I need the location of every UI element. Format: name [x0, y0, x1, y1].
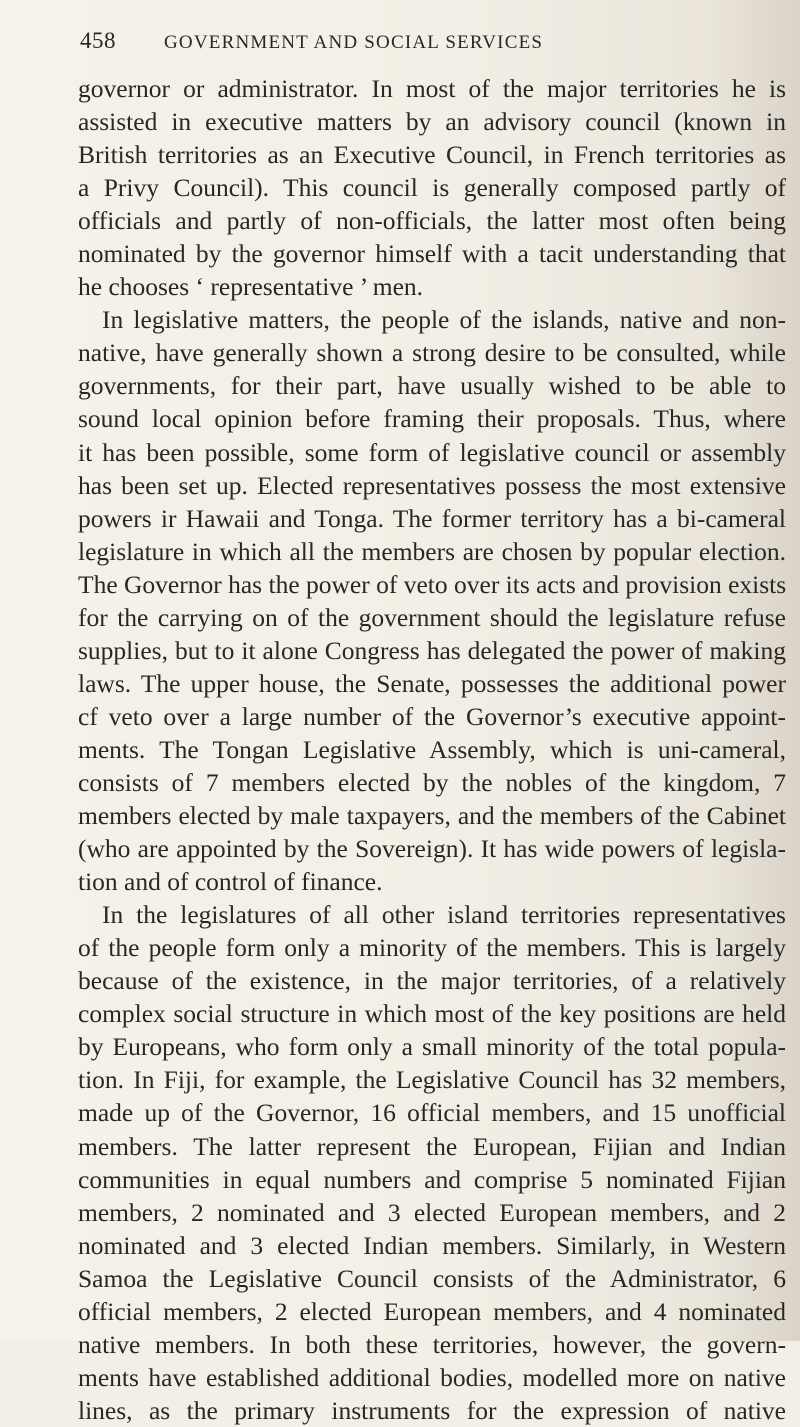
- text-line: by Europeans, who form only a small minority of the total popula-: [78, 1032, 786, 1062]
- text-line: because of the existence, in the major territories, of a relatively: [78, 966, 786, 996]
- text-line: members elected by male taxpayers, and the members of the Cabinet: [78, 801, 786, 831]
- text-line: ments have established additional bodies, modelled more on native: [78, 1362, 786, 1392]
- text-line: In legislative matters, the people of the islands, native and non-: [102, 305, 786, 335]
- text-line: native, have generally shown a strong desire to be consulted, while: [78, 338, 786, 368]
- text-line: has been set up. Elected representatives possess the most extensive: [78, 470, 786, 500]
- text-line: ments. The Tongan Legislative Assembly, which is uni-cameral,: [78, 734, 786, 764]
- text-line: for the carrying on of the government should the legislature refuse: [78, 602, 786, 632]
- page-number: 458: [80, 28, 116, 53]
- page-header: [80, 28, 780, 68]
- text-line: officials and partly of non-officials, the latter most often being: [78, 206, 786, 236]
- text-line: complex social structure in which most of the key positions are held: [78, 999, 786, 1029]
- running-head: GOVERNMENT AND SOCIAL SERVICES: [164, 32, 544, 53]
- text-line: made up of the Governor, 16 official members, and 15 unofficial: [78, 1098, 786, 1128]
- text-line: native members. In both these territories, however, the govern-: [78, 1329, 786, 1359]
- text-line: supplies, but to it alone Congress has delegated the power of making: [78, 635, 786, 665]
- text-line: (who are appointed by the Sovereign). It has wide powers of legisla-: [78, 834, 786, 864]
- body-text: [78, 72, 786, 1427]
- text-line: of the people form only a minority of the members. This is largely: [78, 933, 786, 963]
- text-line: powers ir Hawaii and Tonga. The former territory has a bi-cameral: [78, 503, 786, 533]
- text-line: tion and of control of finance.: [78, 867, 383, 897]
- text-line: it has been possible, some form of legislative council or assembly: [78, 437, 786, 467]
- text-line: laws. The upper house, the Senate, possesses the additional power: [78, 668, 786, 698]
- text-line: tion. In Fiji, for example, the Legislative Council has 32 members,: [78, 1065, 786, 1095]
- text-line: cf veto over a large number of the Governor’s executive appoint-: [78, 701, 786, 731]
- text-line: assisted in executive matters by an advisory council (known in: [78, 107, 786, 137]
- text-line: lines, as the primary instruments for the expression of native: [78, 1395, 786, 1425]
- text-line: official members, 2 elected European members, and 4 nominated: [78, 1296, 786, 1326]
- text-line: In the legislatures of all other island territories representatives: [102, 900, 786, 930]
- text-line: members. The latter represent the European, Fijian and Indian: [78, 1131, 786, 1161]
- text-line: governments, for their part, have usually wished to be able to: [78, 371, 786, 401]
- text-line: Samoa the Legislative Council consists of the Administrator, 6: [78, 1263, 786, 1293]
- text-line: consists of 7 members elected by the nobles of the kingdom, 7: [78, 767, 786, 797]
- text-line: nominated by the governor himself with a tacit understanding that: [78, 239, 786, 269]
- text-line: legislature in which all the members are chosen by popular election.: [78, 536, 786, 566]
- text-line: governor or administrator. In most of the major territories he is: [78, 74, 786, 103]
- text-line: a Privy Council). This council is generally composed partly of: [78, 173, 786, 203]
- text-line: British territories as an Executive Council, in French territories as: [78, 140, 786, 170]
- text-line: sound local opinion before framing their proposals. Thus, where: [78, 404, 786, 434]
- text-line: nominated and 3 elected Indian members. Similarly, in Western: [78, 1230, 786, 1260]
- text-line: communities in equal numbers and comprise 5 nominated Fijian: [78, 1164, 786, 1194]
- text-line: The Governor has the power of veto over its acts and provision exists: [78, 569, 786, 599]
- text-line: he chooses ‘ representative ’ men.: [78, 272, 424, 302]
- text-line: members, 2 nominated and 3 elected European members, and 2: [78, 1197, 786, 1227]
